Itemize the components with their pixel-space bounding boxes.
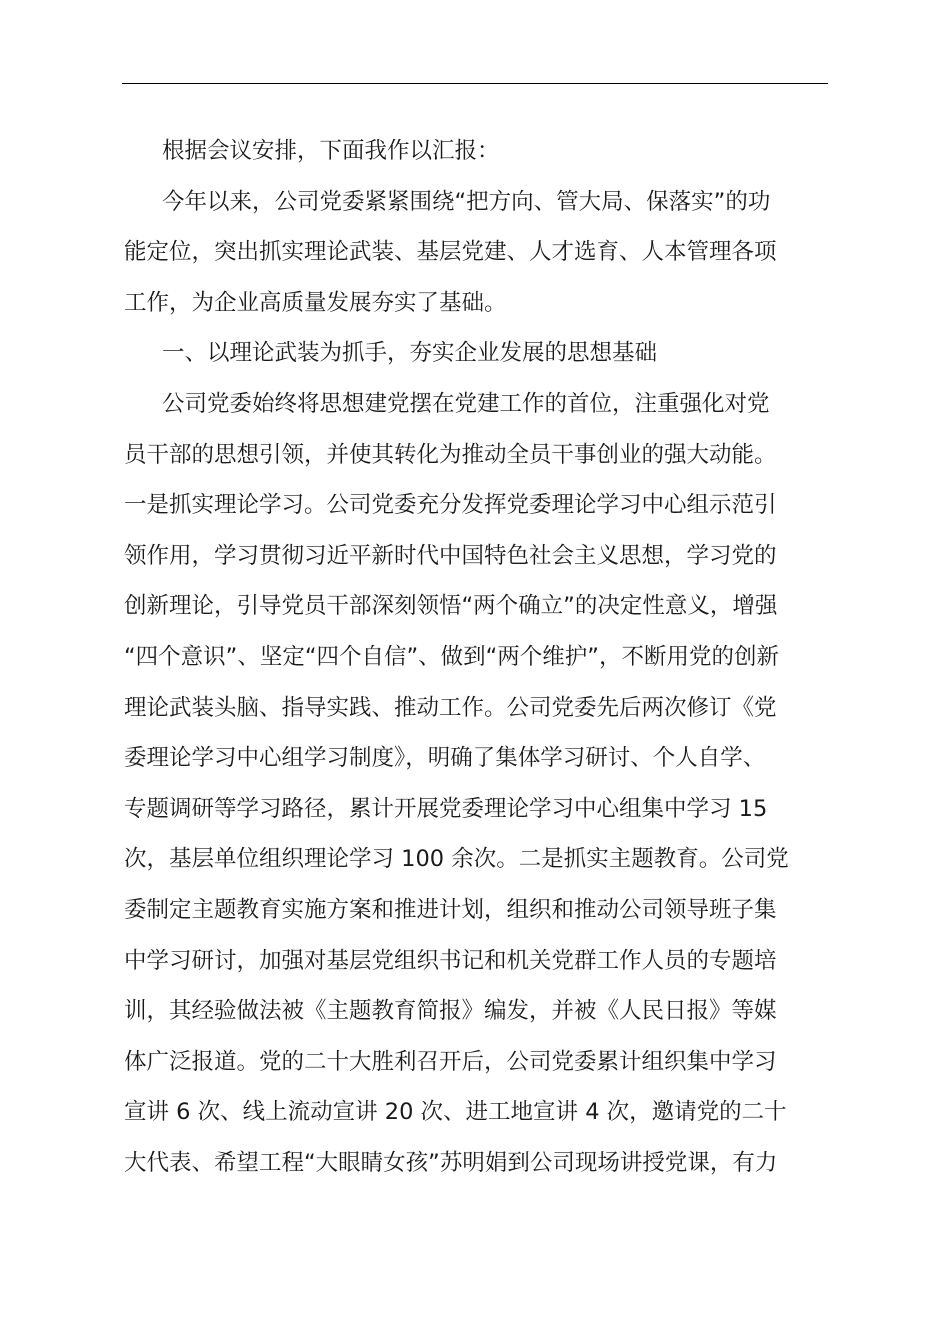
header-rule [122, 83, 828, 84]
text-line: 今年以来，公司党委紧紧围绕“把方向、管大局、保落实”的功 [162, 188, 771, 215]
text-line: 专题调研等学习路径，累计开展党委理论学习中心组集中学习 15 [124, 795, 768, 822]
text-line: 领作用，学习贯彻习近平新时代中国特色社会主义思想，学习党的 [124, 542, 777, 569]
text-line: 委制定主题教育实施方案和推进计划，组织和推动公司领导班子集 [124, 896, 777, 923]
text-line: 委理论学习中心组学习制度》，明确了集体学习研讨、个人自学、 [124, 745, 766, 772]
text-line: “四个意识”、坚定“四个自信”、做到“两个维护”，不断用党的创新 [124, 643, 779, 670]
text-line: 大代表、希望工程“大眼睛女孩”苏明娟到公司现场讲授党课，有力 [124, 1149, 778, 1176]
text-line: 根据会议安排，下面我作以汇报： [162, 138, 500, 164]
text-line: 理论武装头脑、指导实践、推动工作。公司党委先后两次修订《党 [124, 694, 777, 721]
text-line: 次，基层单位组织理论学习 100 余次。二是抓实主题教育。公司党 [124, 846, 789, 873]
text-line: 公司党委始终将思想建党摆在党建工作的首位，注重强化对党 [162, 390, 770, 417]
text-line: 体广泛报道。党的二十大胜利召开后，公司党委累计组织集中学习 [124, 1048, 777, 1075]
text-line: 工作，为企业高质量发展夯实了基础。 [124, 289, 507, 316]
text-line: 一是抓实理论学习。公司党委充分发挥党委理论学习中心组示范引 [124, 492, 777, 519]
section-heading: 一、以理论武装为抓手，夯实企业发展的思想基础 [162, 340, 658, 367]
text-line: 员干部的思想引领，并使其转化为推动全员干事创业的强大动能。 [124, 441, 777, 468]
text-line: 能定位，突出抓实理论武装、基层党建、人才选育、人本管理各项 [124, 239, 777, 266]
text-line: 宣讲 6 次、线上流动宣讲 20 次、进工地宣讲 4 次，邀请党的二十 [124, 1099, 787, 1126]
text-line: 训，其经验做法被《主题教育简报》编发，并被《人民日报》等媒 [124, 998, 777, 1025]
text-line: 中学习研讨，加强对基层党组织书记和机关党群工作人员的专题培 [124, 947, 777, 974]
document-body [124, 126, 824, 1188]
text-line: 创新理论，引导党员干部深刻领悟“两个确立”的决定性意义，增强 [124, 593, 778, 620]
